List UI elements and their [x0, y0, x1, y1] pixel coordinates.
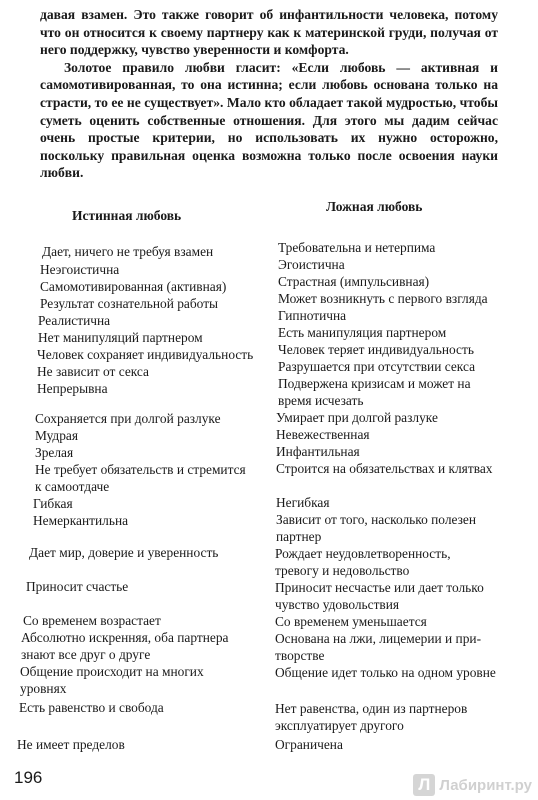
true-love-item-line: к самоотдаче — [35, 479, 110, 494]
true-love-item — [26, 578, 128, 595]
intro-paragraph-2: Золотое правило любви гласит: «Если любовь — активная и самомотивированная, то она истинна; если любовь основана только на страсти, то ее не существует». Мало кто обладает такой мудростью, чтобы суметь оценить собственные отношения. Для этого мы дадим сейчас очень простые критерии, но использовать их нужно осторожно, поскольку правильная оценка возможна только после освоения науки любви. — [40, 59, 498, 181]
false-love-item — [276, 494, 330, 511]
false-love-item — [275, 664, 496, 681]
false-love-item — [276, 511, 476, 545]
true-love-item-line: уровнях — [20, 681, 67, 696]
true-love-item-line: знают все друг о друге — [21, 647, 151, 662]
false-love-item-line: Инфантильная — [276, 444, 360, 459]
watermark-text: Лабиринт.ру — [439, 776, 532, 794]
watermark — [413, 774, 532, 796]
labirint-logo-icon: Л — [413, 774, 435, 796]
false-love-item — [275, 579, 484, 613]
false-love-item — [278, 307, 346, 324]
false-love-item — [275, 545, 451, 579]
true-love-item-line: Не требует обязательств и стремится — [35, 462, 246, 477]
false-love-item — [278, 375, 471, 409]
false-love-item-line: Негибкая — [276, 495, 330, 510]
false-love-item-line: Есть манипуляция партнером — [278, 325, 447, 340]
true-love-item-line: Со временем возрастает — [23, 613, 161, 628]
false-love-item — [275, 613, 427, 630]
false-love-heading: Ложная любовь — [326, 199, 423, 214]
false-love-item-line: Гипнотична — [278, 308, 347, 323]
true-love-item — [23, 612, 161, 629]
true-love-item-line: Сохраняется при долгой разлуке — [35, 411, 221, 426]
intro-text — [40, 6, 498, 182]
true-love-item-line: Общение происходит на многих — [20, 664, 204, 679]
true-love-item-line: Самомотивированная (активная) — [40, 279, 227, 294]
true-love-item-line: Есть равенство и свобода — [19, 700, 164, 715]
intro-paragraph-1: давая взамен. Это также говорит об инфантильности человека, потому что он относится к своему партнеру как к материнской груди, получая от него поддержку, чувство уверенности и комфорта. — [40, 7, 498, 58]
false-love-item-line: Требовательна и нетерпима — [278, 240, 436, 255]
false-love-item-line: Человек теряет индивидуальность — [278, 342, 474, 357]
true-love-item — [35, 444, 73, 461]
false-love-item — [275, 736, 343, 753]
true-love-item — [29, 544, 218, 561]
false-love-item-line: Рождает неудовлетворенность, — [275, 546, 451, 561]
true-love-item — [38, 329, 203, 346]
true-love-item — [20, 663, 204, 697]
true-love-item — [40, 295, 218, 312]
false-love-item — [276, 426, 370, 443]
true-love-item-line: Дает, ничего не требуя взамен — [42, 244, 214, 259]
false-love-item-line: Нет равенства, один из партнеров — [275, 701, 468, 716]
true-love-item-line: Дает мир, доверие и уверенность — [29, 545, 219, 560]
false-love-item — [276, 409, 438, 426]
false-love-item-line: партнер — [276, 529, 322, 544]
false-love-item — [275, 700, 467, 734]
true-love-item-line: Мудрая — [35, 428, 79, 443]
false-love-item — [276, 443, 360, 460]
false-love-item-line: Разрушается при отсутствии секса — [278, 359, 476, 374]
true-love-item — [37, 380, 108, 397]
false-love-item-line: Со временем уменьшается — [275, 614, 427, 629]
true-love-item — [40, 261, 119, 278]
false-love-item — [278, 358, 475, 375]
true-love-item — [37, 363, 149, 380]
true-love-item-line: Реалистична — [38, 313, 111, 328]
false-love-item-line: Строится на обязательствах и клятвах — [276, 461, 493, 476]
true-love-item-line: Гибкая — [33, 496, 73, 511]
true-love-item-line: Не имеет пределов — [17, 737, 125, 752]
true-love-item-line: Непрерывна — [37, 381, 108, 396]
false-love-item — [278, 290, 488, 307]
false-love-item-line: Приносит несчастье или дает только — [275, 580, 484, 595]
false-love-item — [275, 630, 481, 664]
true-love-heading: Истинная любовь — [72, 208, 182, 223]
false-love-item-line: творстве — [275, 648, 325, 663]
true-love-item — [17, 736, 125, 753]
true-love-item — [35, 427, 78, 444]
true-love-item — [33, 495, 73, 512]
true-love-item — [35, 461, 246, 495]
false-love-item-line: тревогу и недовольство — [275, 563, 410, 578]
true-love-item — [37, 346, 253, 363]
false-love-item-line: Страстная (импульсивная) — [278, 274, 430, 289]
false-love-item — [278, 273, 429, 290]
false-love-item-line: Может возникнуть с первого взгляда — [278, 291, 488, 306]
true-love-item-line: Приносит счастье — [26, 579, 129, 594]
false-love-item-line: чувство удовольствия — [275, 597, 400, 612]
true-love-item-line: Абсолютно искренняя, оба партнера — [21, 630, 229, 645]
false-love-item — [278, 324, 446, 341]
true-love-item — [33, 512, 128, 529]
false-love-item — [278, 239, 435, 256]
false-love-item-line: Основана на лжи, лицемерии и при- — [275, 631, 482, 646]
true-love-item — [42, 243, 213, 260]
page-number: 196 — [14, 768, 43, 787]
true-love-item — [40, 278, 226, 295]
true-love-item-line: Человек сохраняет индивидуальность — [37, 347, 254, 362]
false-love-item — [278, 341, 474, 358]
true-love-item — [38, 312, 110, 329]
true-love-item-line: Зрелая — [35, 445, 74, 460]
false-love-item-line: Невежественная — [276, 427, 370, 442]
false-love-item-line: эксплуатирует другого — [275, 718, 404, 733]
false-love-item-line: Зависит от того, насколько полезен — [276, 512, 477, 527]
false-love-item-line: время исчезать — [278, 393, 364, 408]
false-love-item-line: Подвержена кризисам и может на — [278, 376, 471, 391]
true-love-item-line: Не зависит от секса — [37, 364, 149, 379]
true-love-item-line: Нет манипуляций партнером — [38, 330, 203, 345]
false-love-item-line: Общение идет только на одном уровне — [275, 665, 496, 680]
false-love-item-line: Умирает при долгой разлуке — [276, 410, 438, 425]
true-love-item-line: Немеркантильна — [33, 513, 129, 528]
false-love-item — [278, 256, 345, 273]
true-love-item — [35, 410, 221, 427]
true-love-item — [21, 629, 228, 663]
true-love-item-line: Неэгоистична — [40, 262, 120, 277]
false-love-item-line: Эгоистична — [278, 257, 345, 272]
false-love-item — [276, 460, 492, 477]
true-love-item — [19, 699, 164, 716]
false-love-item-line: Ограничена — [275, 737, 343, 752]
true-love-item-line: Результат сознательной работы — [40, 296, 219, 311]
